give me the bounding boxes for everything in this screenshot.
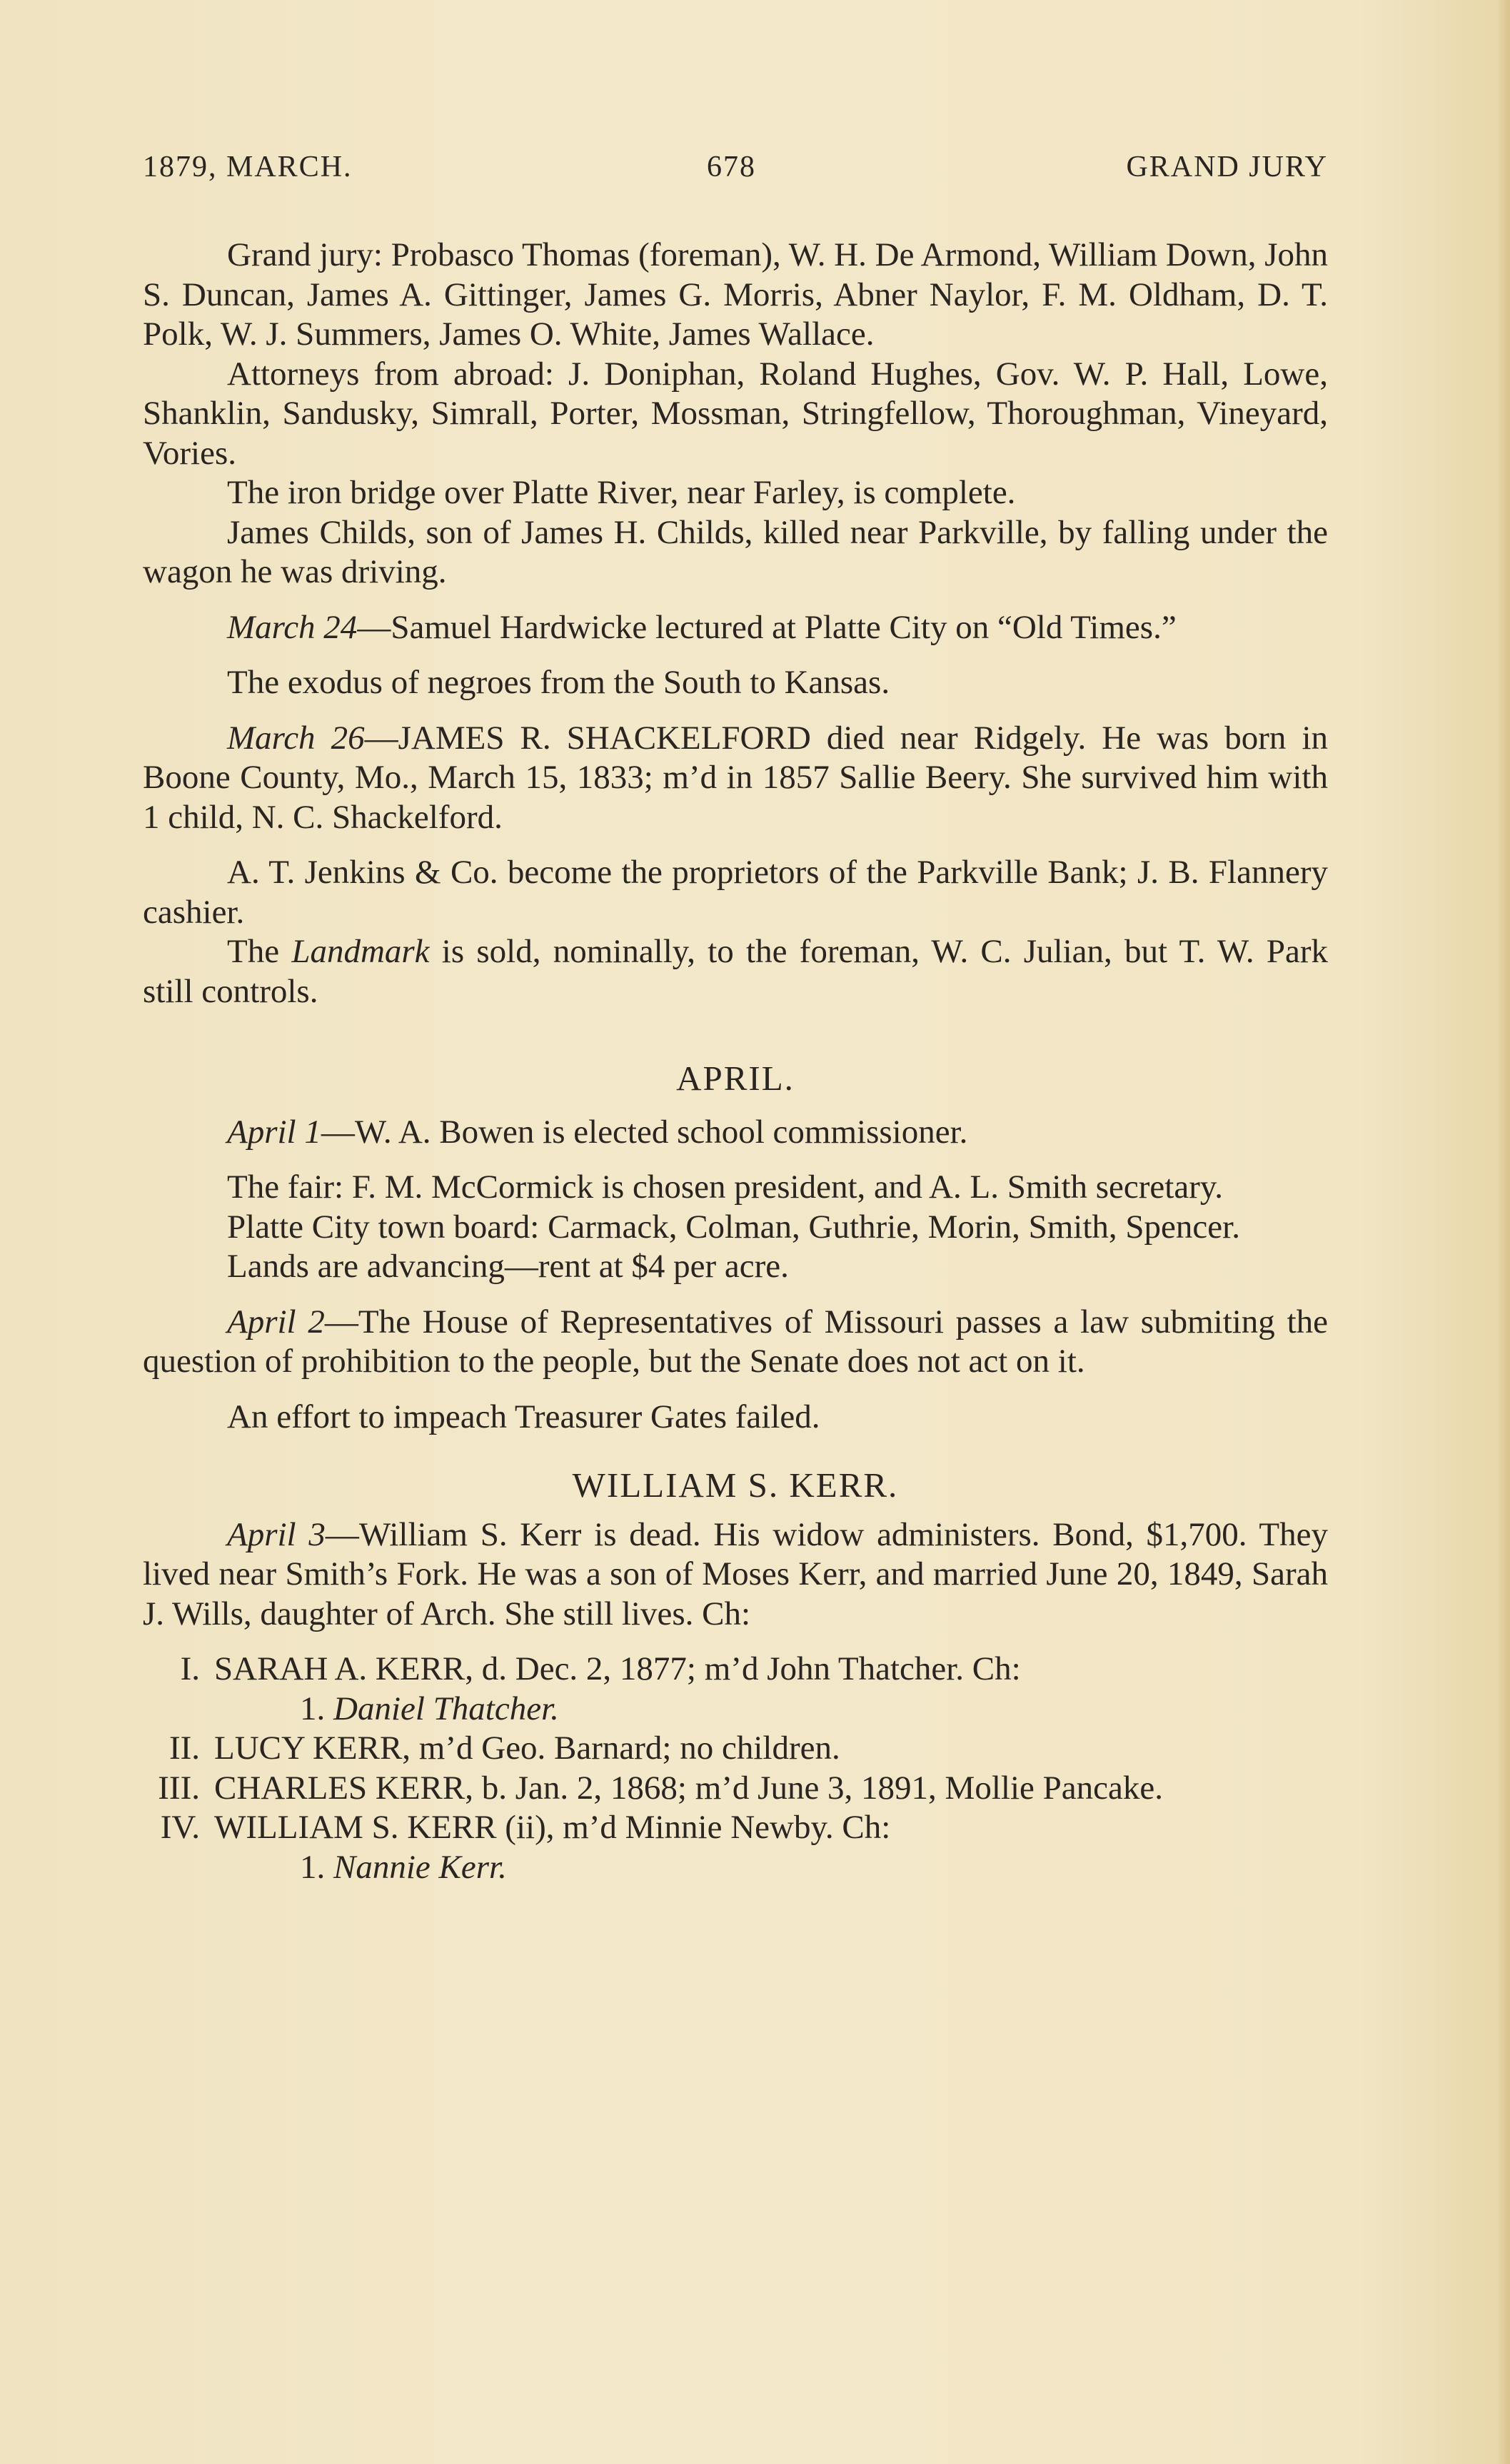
section-heading-william-kerr: WILLIAM S. KERR. — [572, 1465, 899, 1505]
entry-date: April 2 — [227, 1303, 325, 1340]
child-entry — [143, 1769, 1328, 1809]
paragraph-lands: Lands are advancing—rent at $4 per acre. — [227, 1248, 789, 1285]
child-entry — [143, 1808, 1328, 1848]
main-text — [143, 236, 1328, 1887]
text-fragment: The — [227, 933, 292, 970]
child-entry — [143, 1650, 1328, 1690]
grandchild-number: 1. — [300, 1690, 326, 1727]
children-list — [143, 1650, 1328, 1887]
grandchild-entry — [143, 1848, 1328, 1888]
paragraph-treasurer-gates: An effort to impeach Treasurer Gates failed. — [227, 1398, 820, 1435]
section-heading-april: APRIL. — [676, 1059, 795, 1098]
grandchild-name: Daniel Thatcher. — [333, 1690, 559, 1727]
paragraph-fair: The fair: F. M. McCormick is chosen president, and A. L. Smith secretary. — [227, 1168, 1224, 1206]
roman-numeral: I. — [180, 1650, 200, 1687]
entry-date: April 3 — [227, 1515, 326, 1553]
header-date: 1879, MARCH. — [143, 151, 353, 183]
entry-april-3 — [143, 1515, 1328, 1635]
grandchild-entry — [143, 1690, 1328, 1730]
entry-date: April 1 — [227, 1113, 321, 1151]
entry-text: —JAMES R. SHACKELFORD died near Ridgely. He was born in Boone County, Mo., March 15, 1833; m’d in 1857 Sallie Beery. She survived him with 1 child, N. C. Shackelford. — [143, 719, 1328, 836]
paragraph-parkville-bank: A. T. Jenkins & Co. become the proprietors of the Parkville Bank; J. B. Flannery cashier. — [143, 854, 1328, 931]
page-edge-shadow — [1497, 0, 1510, 2464]
entry-text: —The House of Representatives of Missouri passes a law submiting the question of prohibition to the people, but the Senate does not act on it. — [143, 1303, 1328, 1380]
grandchild-number: 1. — [300, 1848, 326, 1886]
header-section-title: GRAND JURY — [1126, 151, 1328, 183]
child-text: WILLIAM S. KERR (ii), m’d Minnie Newby. Ch: — [214, 1809, 891, 1846]
roman-numeral: III. — [158, 1769, 200, 1807]
newspaper-name: Landmark — [291, 933, 430, 970]
roman-numeral: IV. — [160, 1809, 200, 1846]
entry-april-2 — [143, 1303, 1328, 1382]
child-text: CHARLES KERR, b. Jan. 2, 1868; m’d June 3, 1891, Mollie Pancake. — [214, 1769, 1163, 1807]
child-text: LUCY KERR, m’d Geo. Barnard; no children. — [214, 1730, 840, 1767]
paragraph-iron-bridge: The iron bridge over Platte River, near Farley, is complete. — [227, 474, 1016, 511]
paragraph-james-childs: James Childs, son of James H. Childs, killed near Parkville, by falling under the wagon he was driving. — [143, 513, 1328, 590]
entry-date: March 26 — [227, 719, 365, 757]
child-entry — [143, 1729, 1328, 1769]
paragraph-landmark — [143, 932, 1328, 1011]
paragraph-exodus: The exodus of negroes from the South to Kansas. — [227, 664, 890, 701]
entry-march-24 — [143, 608, 1328, 648]
entry-date: March 24 — [227, 608, 358, 646]
grandchild-name: Nannie Kerr. — [333, 1848, 507, 1886]
child-text: SARAH A. KERR, d. Dec. 2, 1877; m’d John Thatcher. Ch: — [214, 1650, 1021, 1687]
paragraph-grand-jury: Grand jury: Probasco Thomas (foreman), W. H. De Armond, William Down, John S. Duncan, James A. Gittinger, James G. Morris, Abner Naylor, F. M. Oldham, D. T. Polk, W. J. Summers, James O. White, James Wallace. — [143, 236, 1328, 353]
entry-march-26 — [143, 719, 1328, 838]
paragraph-town-board: Platte City town board: Carmack, Colman, Guthrie, Morin, Smith, Spencer. — [227, 1208, 1240, 1246]
paragraph-attorneys: Attorneys from abroad: J. Doniphan, Roland Hughes, Gov. W. P. Hall, Lowe, Shanklin, Sandusky, Simrall, Porter, Mossman, Stringfellow, Thoroughman, Vineyard, Vories. — [143, 355, 1328, 472]
entry-april-1 — [143, 1113, 1328, 1153]
entry-text: —Samuel Hardwicke lectured at Platte City on “Old Times.” — [357, 608, 1177, 646]
text-fragment: is sold, nominally, to the foreman, W. C. Julian, but T. W. Park still controls. — [143, 933, 1328, 1010]
page-number: 678 — [707, 151, 756, 183]
entry-text: —W. A. Bowen is elected school commissioner. — [321, 1113, 968, 1151]
roman-numeral: II. — [168, 1730, 200, 1767]
entry-text: —William S. Kerr is dead. His widow administers. Bond, $1,700. They lived near Smith’s Fork. He was a son of Moses Kerr, and married June 20, 1849, Sarah J. Wills, daughter of Arch. She still lives. Ch: — [143, 1515, 1328, 1632]
running-header — [143, 150, 1328, 193]
